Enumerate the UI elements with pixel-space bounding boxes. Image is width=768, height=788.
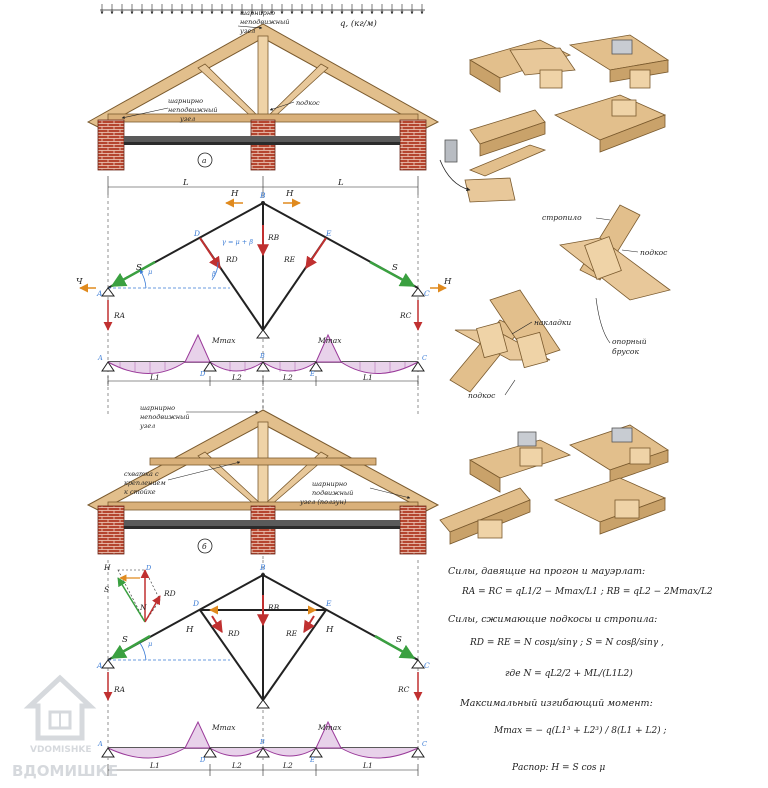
point-b-label: B bbox=[260, 191, 266, 200]
svg-text:B: B bbox=[260, 352, 265, 360]
svg-text:RE: RE bbox=[286, 629, 298, 638]
svg-text:L1: L1 bbox=[150, 373, 160, 382]
mmax-label-2a: Mmax bbox=[212, 723, 236, 732]
svg-text:E: E bbox=[310, 756, 315, 764]
re-label: RE bbox=[284, 255, 296, 264]
wall-left-a bbox=[98, 120, 124, 170]
svg-text:S: S bbox=[122, 635, 128, 645]
floor-beam-b bbox=[124, 520, 400, 526]
rd-label: RD bbox=[226, 255, 238, 264]
svg-text:H: H bbox=[104, 563, 111, 572]
svg-text:L1: L1 bbox=[363, 761, 373, 770]
clamp-label: схватка с bbox=[124, 470, 159, 478]
span-label-left: L bbox=[183, 178, 189, 188]
svg-text:к стойке: к стойке bbox=[124, 488, 156, 496]
mmax-label-1a: Mmax bbox=[212, 336, 236, 345]
king-post-b bbox=[258, 422, 268, 512]
support-beam-label: опорный bbox=[612, 337, 647, 346]
svg-text:C: C bbox=[422, 740, 427, 748]
svg-text:μ: μ bbox=[148, 640, 153, 648]
figure-a bbox=[88, 4, 438, 195]
svg-text:C: C bbox=[422, 354, 427, 362]
gamma-formula: γ = μ + β bbox=[222, 238, 254, 246]
clamp-beam bbox=[150, 458, 376, 465]
svg-text:неподвижный: неподвижный bbox=[140, 413, 190, 421]
floor-beam-a bbox=[124, 136, 400, 142]
svg-text:RD: RD bbox=[164, 589, 176, 598]
svg-text:A: A bbox=[97, 661, 103, 670]
svg-text:A: A bbox=[98, 740, 103, 748]
king-post bbox=[258, 36, 268, 122]
svg-text:H: H bbox=[231, 189, 239, 199]
ra-label: RA bbox=[114, 311, 126, 320]
svg-text:S: S bbox=[396, 635, 402, 645]
watermark-site: VDOMISHKE bbox=[30, 745, 92, 755]
svg-text:креплением: креплением bbox=[124, 479, 166, 487]
svg-text:C: C bbox=[424, 661, 430, 670]
svg-text:A: A bbox=[98, 354, 103, 362]
load-label: q, (кг/м) bbox=[340, 19, 377, 29]
svg-text:β: β bbox=[212, 270, 216, 278]
svg-text:RC: RC bbox=[398, 685, 410, 694]
rc-label: RC bbox=[400, 311, 412, 320]
formula-moment: Mmax = − q(L1³ + L2³) / 8(L1 + L2) ; bbox=[494, 726, 667, 736]
mmax-label-1b: Mmax bbox=[318, 336, 342, 345]
strut-label: подкос bbox=[296, 99, 320, 107]
svg-text:узел: узел bbox=[180, 115, 196, 123]
formula-heading-3: Максимальный изгибающий момент: bbox=[460, 698, 653, 709]
formula-n: где N = qL2/2 + ML/(L1L2) bbox=[505, 669, 633, 679]
svg-text:неподвижный: неподвижный bbox=[240, 18, 290, 26]
formula-reactions: RA = RC = qL1/2 − Mmax/L1 ; RB = qL2 − 2Mmax/L2 bbox=[462, 587, 713, 597]
svg-text:L1: L1 bbox=[150, 761, 160, 770]
detail-illustrations-bottom bbox=[440, 425, 668, 544]
formula-compression: RD = RE = N cosμ/sinγ ; S = N cosβ/sinγ , bbox=[470, 638, 664, 648]
point-c-label: C bbox=[424, 289, 430, 298]
svg-text:узел: узел bbox=[140, 422, 156, 430]
point-e-label: E bbox=[326, 229, 332, 238]
slide-joint-label: шарнирно bbox=[312, 480, 348, 488]
svg-text:RA: RA bbox=[114, 685, 126, 694]
formulas-block bbox=[448, 566, 713, 773]
svg-text:б: б bbox=[202, 542, 207, 551]
detail-illustration-joint bbox=[450, 205, 670, 392]
strut-detail-label-2: подкос bbox=[468, 391, 496, 400]
roof-a bbox=[88, 24, 438, 128]
svg-text:неподвижный: неподвижный bbox=[168, 106, 218, 114]
strut-detail-label: подкос bbox=[640, 248, 668, 257]
wall-middle-b bbox=[251, 506, 275, 554]
detail-illustrations-top bbox=[440, 35, 668, 202]
svg-text:H: H bbox=[326, 625, 334, 635]
svg-text:D: D bbox=[200, 756, 206, 764]
rb-label: RB bbox=[268, 233, 280, 242]
moment-diagram-2 bbox=[97, 722, 427, 776]
svg-text:D: D bbox=[193, 599, 200, 608]
moment-diagram-1 bbox=[97, 335, 427, 386]
svg-text:RB: RB bbox=[268, 603, 280, 612]
svg-text:узел: узел bbox=[240, 27, 256, 35]
svg-text:узел (ползун): узел (ползун) bbox=[300, 498, 347, 506]
svg-text:L2: L2 bbox=[232, 761, 242, 770]
svg-text:S: S bbox=[136, 263, 142, 273]
svg-text:S: S bbox=[104, 585, 110, 594]
figure-b bbox=[88, 400, 438, 560]
strut-right bbox=[264, 64, 328, 120]
mmax-label-2b: Mmax bbox=[318, 723, 342, 732]
wall-left-b bbox=[98, 506, 124, 554]
eave-joint-label: шарнирно bbox=[168, 97, 204, 105]
svg-text:RD: RD bbox=[228, 629, 240, 638]
svg-text:H: H bbox=[286, 189, 294, 199]
scheme-2 bbox=[96, 560, 430, 760]
n-label: N bbox=[140, 603, 147, 612]
apex-joint-label-b: шарнирно bbox=[140, 404, 176, 412]
svg-text:E: E bbox=[326, 599, 332, 608]
apex-joint-label: шарнирно bbox=[240, 9, 276, 17]
svg-text:L2: L2 bbox=[232, 373, 242, 382]
svg-text:подвижный: подвижный bbox=[312, 489, 354, 497]
svg-text:брусок: брусок bbox=[612, 347, 639, 356]
wall-right-a bbox=[400, 120, 426, 170]
svg-text:L2: L2 bbox=[283, 761, 293, 770]
svg-text:E: E bbox=[310, 370, 315, 378]
point-d-label: D bbox=[194, 229, 201, 238]
watermark bbox=[12, 678, 118, 780]
rafter-label: стропило bbox=[542, 213, 582, 222]
svg-text:B: B bbox=[260, 563, 266, 572]
svg-text:S: S bbox=[392, 263, 398, 273]
svg-text:а: а bbox=[202, 156, 207, 165]
watermark-brand: ВДОМИШКЕ bbox=[12, 762, 119, 780]
svg-text:H: H bbox=[186, 625, 194, 635]
svg-text:μ: μ bbox=[148, 268, 153, 276]
svg-text:D: D bbox=[200, 370, 206, 378]
formula-heading-1: Силы, давящие на прогон и мауэрлат: bbox=[448, 566, 646, 577]
formula-heading-2: Силы, сжимающие подкосы и стропила: bbox=[448, 614, 658, 625]
scheme-1 bbox=[76, 189, 452, 425]
force-triangle bbox=[118, 570, 160, 622]
svg-text:D: D bbox=[146, 564, 152, 572]
span-label-right: L bbox=[338, 178, 344, 188]
svg-text:L2: L2 bbox=[283, 373, 293, 382]
svg-text:H: H bbox=[444, 277, 452, 287]
svg-text:L1: L1 bbox=[363, 373, 373, 382]
formula-thrust: Распор: H = S cos μ bbox=[512, 763, 606, 773]
svg-text:Ч: Ч bbox=[76, 277, 83, 287]
wall-right-b bbox=[400, 506, 426, 554]
point-a-label: A bbox=[97, 289, 103, 298]
overlays-label: накладки bbox=[534, 318, 572, 327]
svg-text:B: B bbox=[260, 738, 265, 746]
